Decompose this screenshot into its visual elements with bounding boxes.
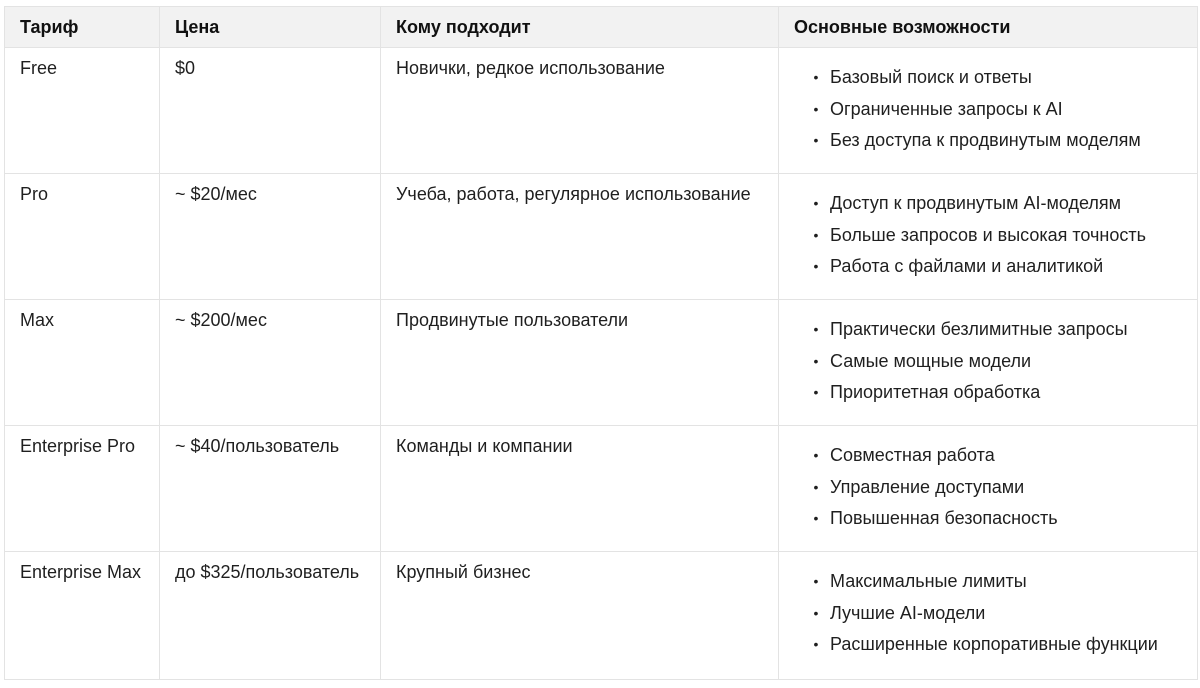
header-row: [5, 7, 1198, 48]
features-cell: [779, 174, 1198, 300]
audience-cell: Продвинутые пользователи: [381, 300, 779, 426]
feature-text: Управление доступами: [830, 476, 1025, 497]
bullet-dot-icon: •: [813, 226, 819, 243]
pricing-table: [4, 6, 1198, 680]
bullet-dot-icon: •: [813, 447, 819, 463]
audience-cell: Команды и компании: [381, 426, 779, 552]
table-row: [5, 426, 1198, 552]
audience-cell: Новички, редкое использование: [381, 48, 779, 174]
feature-text: Лучшие AI-модели: [830, 602, 986, 623]
features-cell: [779, 48, 1198, 174]
feature-text: Расширенные корпоративные функции: [830, 634, 1158, 654]
feature-item: [810, 62, 1197, 94]
feature-item: [810, 251, 1197, 283]
feature-text: Повышенная безопасность: [830, 508, 1058, 528]
feature-item: [810, 188, 1197, 220]
plan-cell: Free: [5, 48, 160, 174]
feature-item: [810, 629, 1197, 661]
features-cell: [779, 300, 1198, 426]
bullet-dot-icon: •: [813, 478, 819, 495]
audience-cell: Учеба, работа, регулярное использование: [381, 174, 779, 300]
feature-item: [810, 598, 1197, 630]
audience-cell: Крупный бизнес: [381, 552, 779, 680]
feature-list: [794, 62, 1197, 157]
price-cell: ~ $40/пользователь: [160, 426, 381, 552]
table-row: [5, 300, 1198, 426]
header-price: Цена: [160, 7, 381, 48]
feature-text: Максимальные лимиты: [830, 571, 1027, 591]
plan-cell: Max: [5, 300, 160, 426]
feature-list: [794, 566, 1197, 661]
bullet-dot-icon: •: [813, 69, 819, 85]
feature-list: [794, 440, 1197, 535]
feature-text: Ограниченные запросы к AI: [830, 98, 1063, 119]
plan-cell: Enterprise Max: [5, 552, 160, 680]
header-audience: Кому подходит: [381, 7, 779, 48]
feature-list: [794, 314, 1197, 409]
feature-text: Самые мощные модели: [830, 350, 1032, 371]
header-plan: Тариф: [5, 7, 160, 48]
bullet-dot-icon: •: [813, 100, 819, 117]
feature-item: [810, 440, 1197, 472]
feature-text: Без доступа к продвинутым моделям: [830, 130, 1141, 150]
table-row: [5, 48, 1198, 174]
feature-item: [810, 94, 1197, 126]
table-header: [5, 7, 1198, 48]
bullet-dot-icon: •: [813, 384, 819, 400]
bullet-dot-icon: •: [813, 352, 819, 369]
feature-text: Базовый поиск и ответы: [830, 67, 1032, 87]
feature-item: [810, 314, 1197, 346]
table-body: [5, 48, 1198, 680]
feature-text: Практически безлимитные запросы: [830, 319, 1128, 339]
bullet-dot-icon: •: [813, 321, 819, 337]
feature-text: Работа с файлами и аналитикой: [830, 256, 1104, 276]
feature-text: Доступ к продвинутым AI-моделям: [830, 193, 1121, 213]
feature-item: [810, 220, 1197, 252]
feature-item: [810, 472, 1197, 504]
price-cell: до $325/пользователь: [160, 552, 381, 680]
price-cell: ~ $20/мес: [160, 174, 381, 300]
bullet-dot-icon: •: [813, 195, 819, 211]
price-cell: ~ $200/мес: [160, 300, 381, 426]
features-cell: [779, 552, 1198, 680]
feature-item: [810, 125, 1197, 157]
bullet-dot-icon: •: [813, 604, 819, 621]
plan-cell: Enterprise Pro: [5, 426, 160, 552]
bullet-dot-icon: •: [813, 258, 819, 274]
feature-item: [810, 566, 1197, 598]
bullet-dot-icon: •: [813, 573, 819, 589]
feature-text: Приоритетная обработка: [830, 382, 1041, 402]
table-row: [5, 552, 1198, 680]
feature-item: [810, 377, 1197, 409]
feature-item: [810, 503, 1197, 535]
plan-cell: Pro: [5, 174, 160, 300]
bullet-dot-icon: •: [813, 510, 819, 526]
table-row: [5, 174, 1198, 300]
features-cell: [779, 426, 1198, 552]
feature-text: Больше запросов и высокая точность: [830, 224, 1146, 245]
feature-item: [810, 346, 1197, 378]
bullet-dot-icon: •: [813, 636, 819, 652]
feature-text: Совместная работа: [830, 445, 995, 465]
bullet-dot-icon: •: [813, 132, 819, 148]
feature-list: [794, 188, 1197, 283]
header-features: Основные возможности: [779, 7, 1198, 48]
price-cell: $0: [160, 48, 381, 174]
